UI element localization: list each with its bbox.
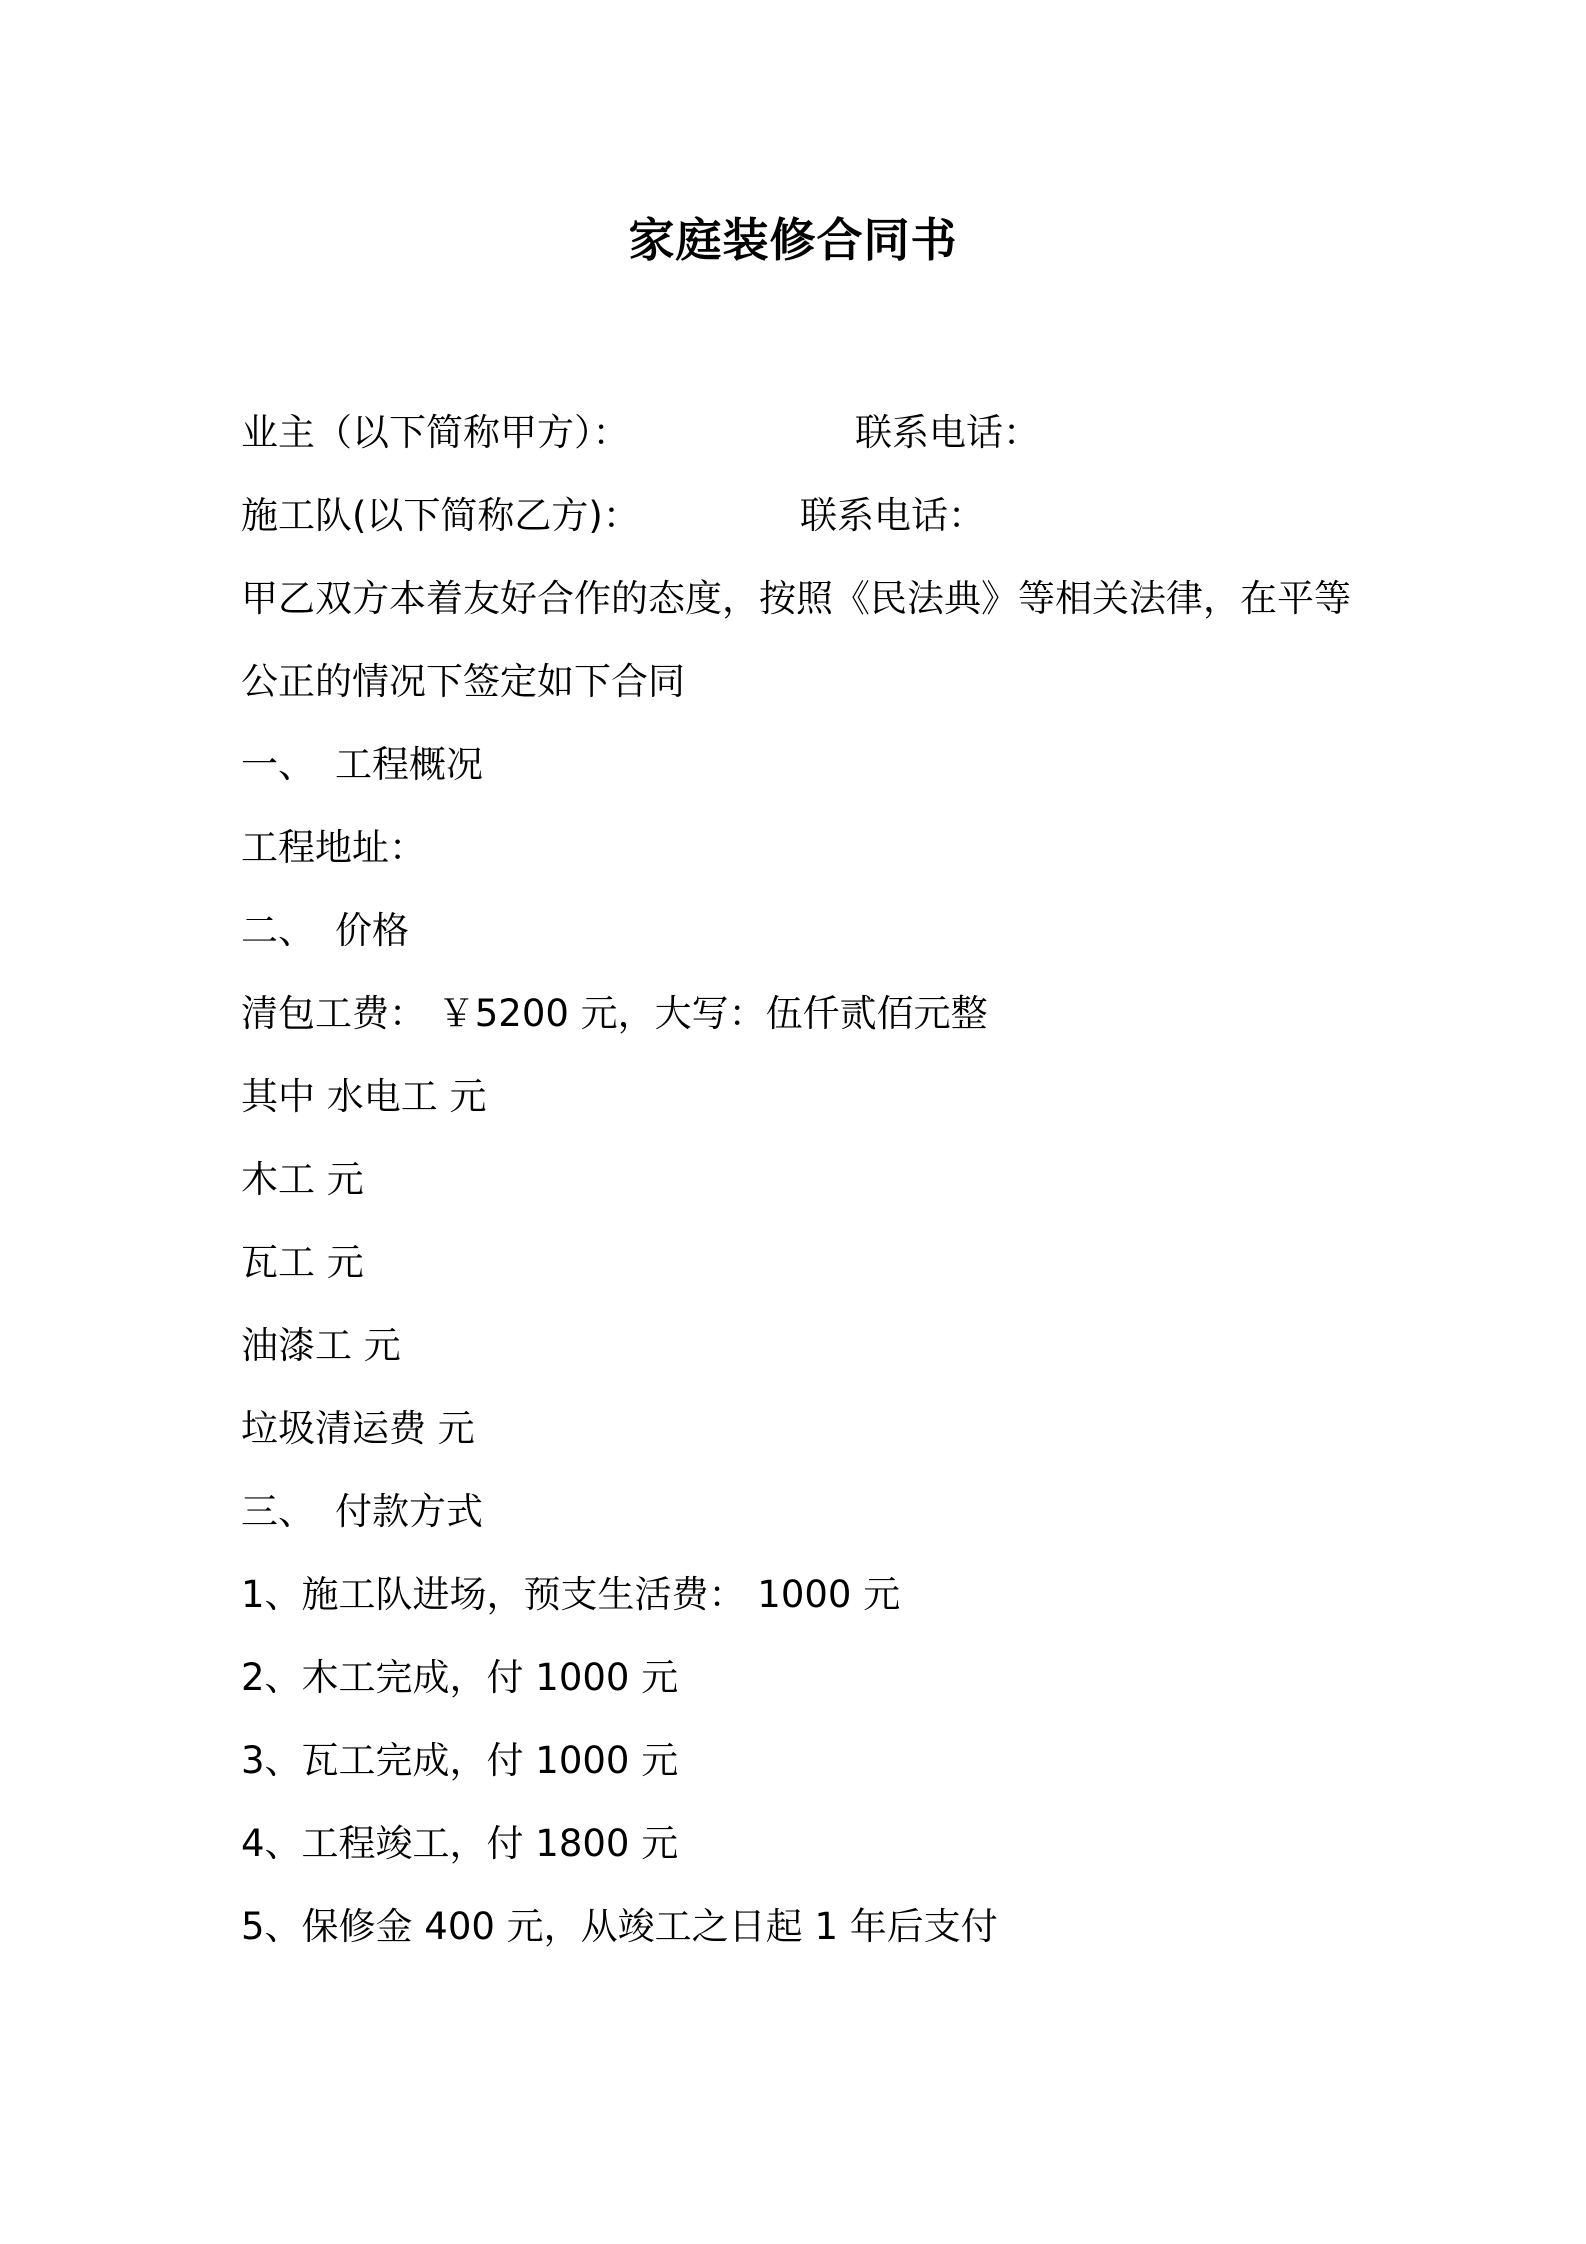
payment-item: 2、木工完成，付 1000 元 [241,1656,679,1699]
section-marker: 一、 [241,743,315,786]
price-item: 木工 元 [241,1158,364,1201]
section-heading-payment [241,1487,483,1537]
section-title: 价格 [335,909,409,952]
payment-item: 3、瓦工完成，付 1000 元 [241,1739,679,1782]
price-item: 其中 水电工 元 [241,1075,487,1118]
owner-row [241,408,630,458]
section-title: 工程概况 [335,743,483,786]
contractor-phone-row [800,491,985,541]
section-heading-price [241,906,409,956]
payment-item: 4、工程竣工，付 1800 元 [241,1822,679,1865]
payment-item: 5、保修金 400 元，从竣工之日起 1 年后支付 [241,1905,998,1948]
intro-line-2: 公正的情况下签定如下合同 [241,660,685,703]
contractor-label: 施工队(以下简称乙方)： [241,494,640,537]
section-title: 付款方式 [335,1490,483,1533]
total-labor-fee: 清包工费： ￥5200 元，大写：伍仟贰佰元整 [241,992,988,1035]
contractor-phone-label: 联系电话： [800,494,985,537]
payment-item: 1、施工队进场，预支生活费： 1000 元 [241,1573,901,1616]
price-item: 油漆工 元 [241,1324,401,1367]
owner-phone-label: 联系电话： [855,411,1040,454]
price-item: 瓦工 元 [241,1241,364,1284]
intro-line-1: 甲乙双方本着友好合作的态度，按照《民法典》等相关法律，在平等 [241,577,1351,620]
price-item: 垃圾清运费 元 [241,1407,475,1450]
section-heading-overview [241,740,483,790]
owner-phone-row [855,408,1040,458]
owner-label: 业主（以下简称甲方）： [241,411,630,454]
contractor-row [241,491,640,541]
project-address-label: 工程地址： [241,826,426,869]
section-marker: 二、 [241,909,315,952]
section-marker: 三、 [241,1490,315,1533]
page-title: 家庭装修合同书 [628,213,958,267]
